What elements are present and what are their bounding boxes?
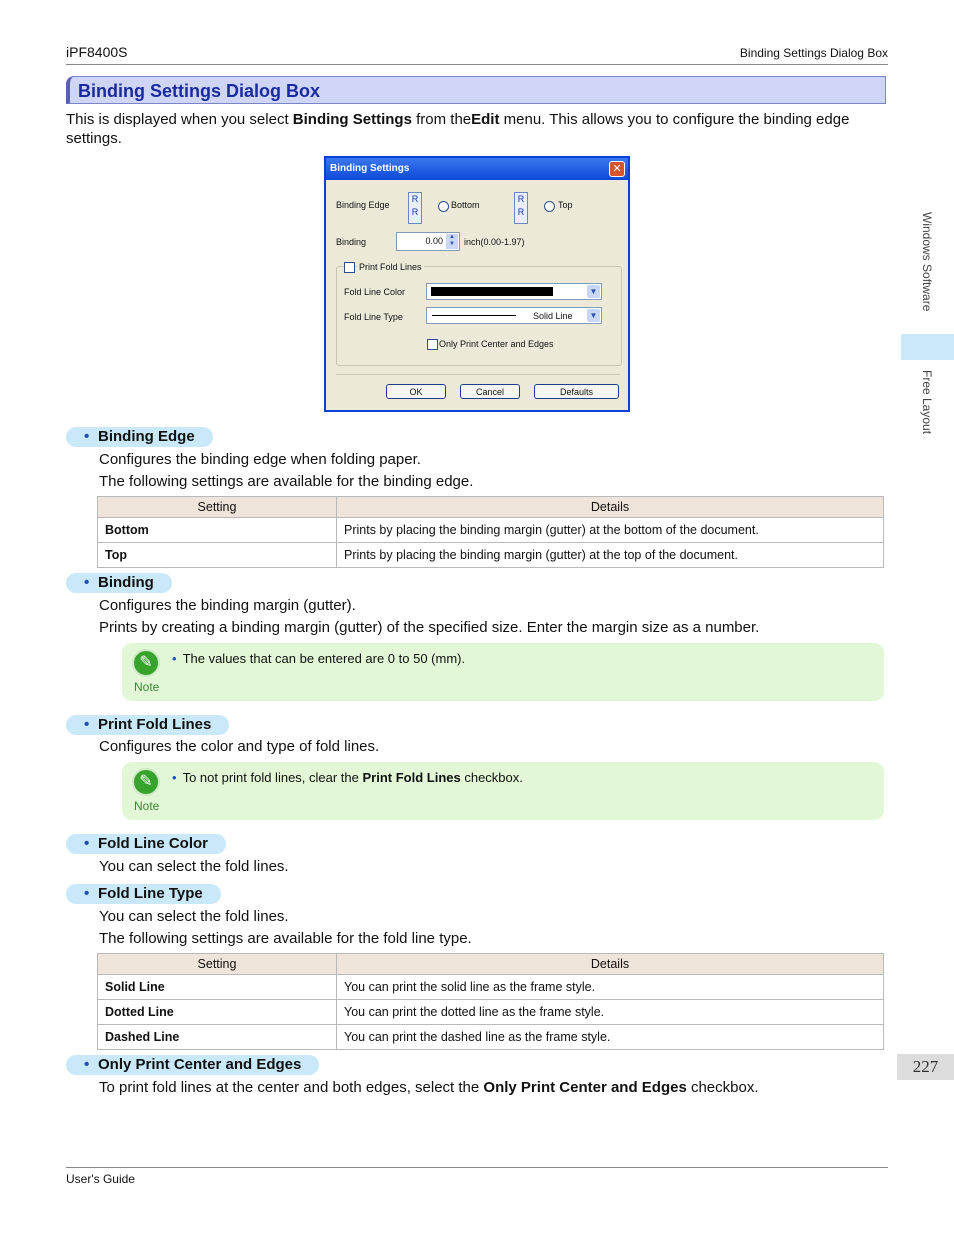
top-radio[interactable]: [544, 201, 555, 212]
icon-letter: R: [517, 194, 525, 204]
heading-only-center: [66, 1055, 319, 1075]
bullet-icon: •: [84, 885, 90, 902]
fold-line-color-select[interactable]: [426, 283, 602, 300]
heading-text: Fold Line Type: [98, 885, 203, 902]
intro-text-1: This is displayed when you select: [66, 111, 293, 128]
table-header-row: [98, 497, 884, 518]
heading-text: Binding Edge: [98, 428, 195, 445]
only-center-p1: [99, 1078, 759, 1097]
table-row: [98, 1000, 884, 1025]
side-tab-free-layout[interactable]: Free Layout: [920, 370, 934, 435]
table-row: [98, 543, 884, 568]
only-center-label: Only Print Center and Edges: [439, 339, 554, 349]
heading-text: Binding: [98, 574, 154, 591]
ok-button[interactable]: OK: [386, 384, 446, 399]
icon-letter: R: [411, 194, 419, 204]
fold-line-type-select[interactable]: [426, 307, 602, 324]
column-header: Setting: [98, 497, 337, 518]
fold-line-color-label: Fold Line Color: [344, 287, 406, 297]
table-cell-details: You can print the dotted line as the frame style.: [337, 1000, 884, 1025]
fold-line-type-p2: The following settings are available for the fold line type.: [99, 930, 472, 947]
binding-edge-p2: The following settings are available for the binding edge.: [99, 473, 474, 490]
top-radio-label: Top: [558, 200, 573, 210]
note-text: [172, 770, 523, 785]
side-tab-marker: [901, 334, 954, 360]
bullet-icon: •: [84, 716, 90, 733]
heading-binding: [66, 573, 172, 593]
fold-line-color-p1: You can select the fold lines.: [99, 858, 289, 875]
binding-range: inch(0.00-1.97): [464, 237, 525, 247]
note-text: [172, 651, 465, 666]
column-header: Details: [337, 954, 884, 975]
heading-text: Print Fold Lines: [98, 716, 212, 733]
bottom-radio[interactable]: [438, 201, 449, 212]
icon-letter: R: [411, 207, 419, 217]
table-cell-setting: Dashed Line: [98, 1025, 337, 1050]
chevron-down-icon: ▼: [587, 309, 600, 322]
binding-edge-table: [97, 496, 884, 568]
column-header: Details: [337, 497, 884, 518]
note-box: [122, 643, 884, 701]
paragraph-text: checkbox.: [686, 1079, 759, 1096]
note-label: Note: [134, 680, 160, 694]
header-section: Binding Settings Dialog Box: [739, 46, 888, 60]
chevron-down-icon: ▼: [587, 285, 600, 298]
pencil-icon: ✎: [132, 649, 160, 677]
column-header: Setting: [98, 954, 337, 975]
intro-paragraph: [66, 110, 886, 148]
binding-top-icon: [514, 192, 528, 224]
binding-label: Binding: [336, 237, 367, 247]
binding-edge-label: Binding Edge: [336, 200, 390, 210]
note-label: Note: [134, 799, 160, 813]
table-row: [98, 1025, 884, 1050]
bullet-icon: •: [172, 651, 177, 666]
binding-input[interactable]: [396, 232, 460, 251]
intro-bold-2: Edit: [471, 111, 500, 128]
binding-p2: Prints by creating a binding margin (gutter) of the specified size. Enter the margin size as a number.: [99, 619, 760, 636]
intro-text-2: from the: [411, 111, 472, 128]
table-row: [98, 518, 884, 543]
paragraph-bold: Only Print Center and Edges: [483, 1079, 687, 1096]
icon-letter: R: [517, 207, 525, 217]
binding-edge-p1: Configures the binding edge when folding paper.: [99, 451, 421, 468]
binding-bottom-icon: [408, 192, 422, 224]
table-cell-setting: Solid Line: [98, 975, 337, 1000]
heading-text: Only Print Center and Edges: [98, 1056, 302, 1073]
table-cell-details: Prints by placing the binding margin (gutter) at the top of the document.: [337, 543, 884, 568]
heading-binding-edge: [66, 427, 213, 447]
page-title: Binding Settings Dialog Box: [78, 81, 320, 101]
footer-text: User's Guide: [66, 1172, 135, 1186]
note-bold: Print Fold Lines: [362, 770, 461, 785]
header-product: iPF8400S: [66, 44, 128, 60]
bullet-icon: •: [172, 770, 177, 785]
table-row: [98, 975, 884, 1000]
table-cell-setting: Dotted Line: [98, 1000, 337, 1025]
intro-bold-1: Binding Settings: [292, 111, 412, 128]
table-cell-details: Prints by placing the binding margin (gutter) at the bottom of the document.: [337, 518, 884, 543]
header-rule: [66, 64, 888, 65]
footer-rule: [66, 1167, 888, 1168]
fold-line-type-table: [97, 953, 884, 1050]
heading-fold-line-type: [66, 884, 221, 904]
dialog-title: Binding Settings: [326, 158, 628, 180]
pencil-icon: ✎: [132, 768, 160, 796]
defaults-button[interactable]: Defaults: [534, 384, 619, 399]
intro-text-3: menu. This allows you to configure the binding edge settings.: [66, 111, 850, 147]
section-title-box: [66, 76, 886, 104]
bullet-icon: •: [84, 428, 90, 445]
note-content: To not print fold lines, clear the: [182, 770, 363, 785]
cancel-button[interactable]: Cancel: [460, 384, 520, 399]
color-swatch: [431, 287, 553, 296]
table-cell-details: You can print the solid line as the frame style.: [337, 975, 884, 1000]
bottom-radio-label: Bottom: [451, 200, 480, 210]
binding-settings-dialog: [324, 156, 630, 412]
heading-text: Fold Line Color: [98, 835, 208, 852]
note-box: [122, 762, 884, 820]
table-cell-details: You can print the dashed line as the frame style.: [337, 1025, 884, 1050]
only-center-checkbox[interactable]: [427, 339, 438, 350]
note-content: checkbox.: [460, 770, 523, 785]
print-fold-lines-checkbox[interactable]: [344, 262, 355, 273]
solid-line-sample: [432, 315, 516, 316]
spinner-icon[interactable]: ▲ ▼: [446, 234, 458, 249]
binding-p1: Configures the binding margin (gutter).: [99, 597, 356, 614]
note-content: The values that can be entered are 0 to 50 (mm).: [182, 651, 466, 666]
fold-line-type-value: Solid Line: [533, 311, 573, 321]
binding-value: 0.00: [425, 236, 443, 246]
table-cell-setting: Bottom: [98, 518, 337, 543]
close-icon[interactable]: ✕: [609, 161, 625, 177]
fold-line-type-p1: You can select the fold lines.: [99, 908, 289, 925]
bullet-icon: •: [84, 1056, 90, 1073]
side-tab-windows-software[interactable]: Windows Software: [920, 212, 934, 312]
bullet-icon: •: [84, 835, 90, 852]
paragraph-text: To print fold lines at the center and both edges, select the: [99, 1079, 484, 1096]
dialog-divider: [336, 374, 620, 375]
print-fold-lines-p1: Configures the color and type of fold lines.: [99, 738, 380, 755]
page-number: 227: [897, 1054, 954, 1080]
table-header-row: [98, 954, 884, 975]
heading-fold-line-color: [66, 834, 226, 854]
print-fold-lines-label: Print Fold Lines: [359, 262, 422, 272]
fold-line-type-label: Fold Line Type: [344, 312, 403, 322]
heading-print-fold-lines: [66, 715, 229, 735]
table-cell-setting: Top: [98, 543, 337, 568]
bullet-icon: •: [84, 574, 90, 591]
